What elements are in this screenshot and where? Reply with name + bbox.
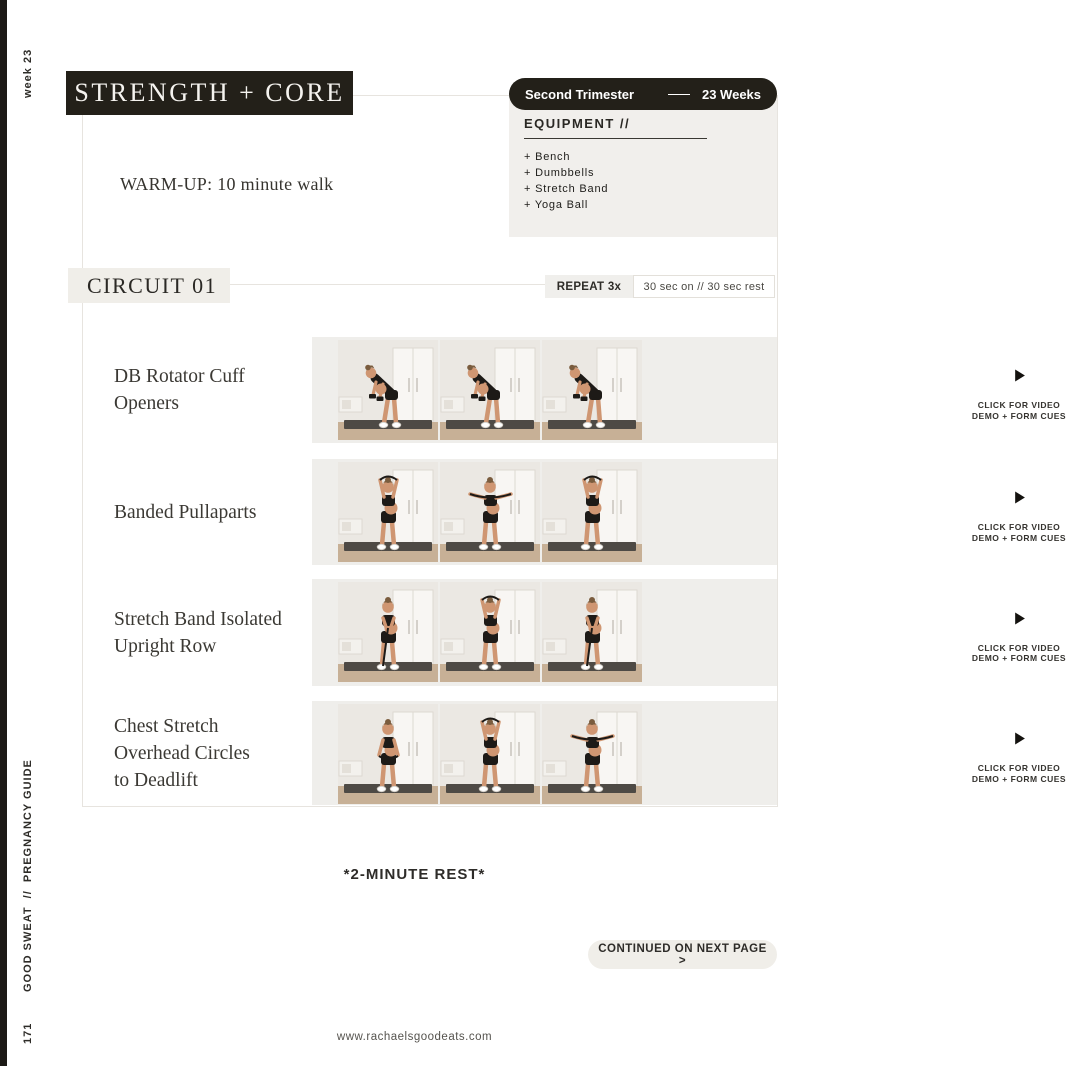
exercise-photo [542,462,642,562]
exercise-photo [338,462,438,562]
page-title-box [66,71,353,115]
exercise-photo [542,582,642,682]
exercise-photo [440,582,540,682]
video-cta-line2: DEMO + FORM CUES [971,410,1067,421]
exercise-photo [542,340,642,440]
equipment-item: + Yoga Ball [524,199,589,211]
video-demo-button[interactable] [959,701,1079,805]
video-cta-line2: DEMO + FORM CUES [971,773,1067,784]
video-cta-line1: CLICK FOR VIDEO [977,763,1061,773]
side-footer-text: GOOD SWEAT // PREGNANCY GUIDE [22,759,34,992]
exercise-photo [440,704,540,804]
video-demo-button[interactable] [959,337,1079,443]
play-icon [1003,481,1036,514]
exercise-photo [338,582,438,682]
equipment-item: + Dumbbells [524,167,595,179]
page-title: STRENGTH + CORE [74,78,345,107]
exercise-photos [338,704,642,804]
exercise-photos [338,582,642,682]
equipment-underline [524,138,707,139]
circuit-rule-line [230,284,545,285]
equipment-item: + Bench [524,151,571,163]
equipment-item: + Stretch Band [524,183,609,195]
website-url: www.rachaelsgoodeats.com [336,1031,493,1043]
warmup-note: WARM-UP: 10 minute walk [120,174,334,194]
exercise-photo [338,340,438,440]
week-label: week 23 [22,48,34,98]
play-icon [1003,602,1036,635]
video-cta-line2: DEMO + FORM CUES [971,532,1067,543]
exercise-name: DB Rotator Cuff Openers [114,366,245,414]
video-cta-line1: CLICK FOR VIDEO [977,522,1061,532]
exercise-photo [440,340,540,440]
exercise-photos [338,462,642,562]
exercise-photo [338,704,438,804]
weeks-label: 23 Weeks [701,86,762,102]
circuit-title-box [68,268,230,303]
video-demo-button[interactable] [959,459,1079,565]
exercise-row-band [312,701,1067,805]
rest-note: *2-MINUTE REST* [343,866,486,883]
timing-badge: 30 sec on // 30 sec rest [633,275,775,298]
video-cta-line1: CLICK FOR VIDEO [977,400,1061,410]
repeat-badge: REPEAT 3x [545,275,633,298]
exercise-row-band [312,579,1067,686]
video-cta-line1: CLICK FOR VIDEO [977,642,1061,653]
continued-next-page-button[interactable]: CONTINUED ON NEXT PAGE > [588,940,777,969]
trimester-badge [509,78,777,110]
video-demo-button[interactable] [959,579,1079,686]
exercise-name: Banded Pullaparts [114,501,257,523]
trimester-label: Second Trimester [525,86,635,102]
exercise-name: Chest Stretch Overhead Circles to Deadlift [114,715,250,791]
exercise-photo [440,462,540,562]
exercise-photos [338,340,642,440]
exercise-name: Stretch Band Isolated Upright Row [114,608,282,657]
divider-line [668,94,690,95]
equipment-heading: EQUIPMENT // [524,116,631,131]
exercise-photo [542,704,642,804]
page-number: 171 [22,1022,34,1044]
play-icon [1003,359,1036,392]
left-edge-bar [0,0,7,1066]
circuit-title: CIRCUIT 01 [87,272,218,298]
exercise-row-band [312,337,1067,443]
video-cta-line2: DEMO + FORM CUES [971,653,1067,663]
play-icon [1003,722,1036,755]
exercise-row-band [312,459,1067,565]
equipment-panel [509,94,777,237]
